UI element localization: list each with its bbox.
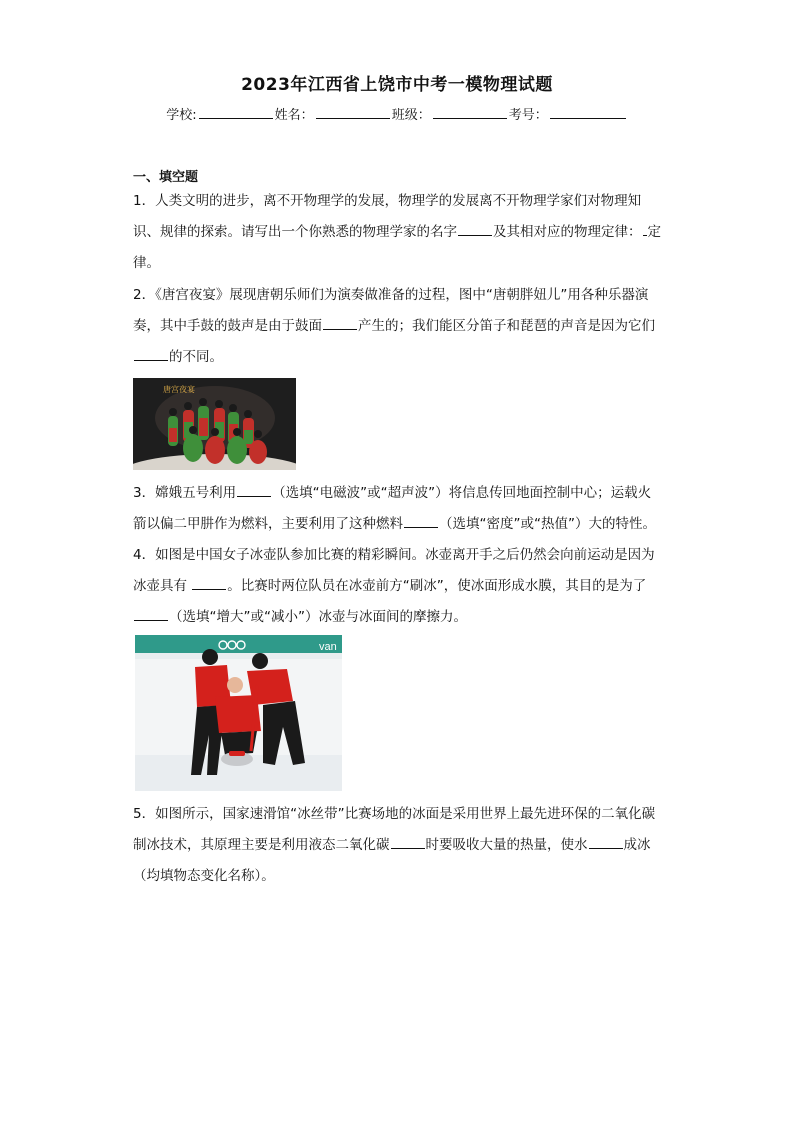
answer-blank[interactable] [134, 607, 168, 621]
exam-no-blank[interactable] [550, 105, 626, 119]
school-label: 学校: [166, 108, 197, 123]
page-title: 2023年江西省上饶市中考一模物理试题 [241, 75, 553, 95]
answer-blank[interactable] [391, 835, 425, 849]
question-2: 2．《唐宫夜宴》展现唐朝乐师们为演奏做准备的过程，图中“唐朝胖妞儿”用各种乐器演奏，其中手鼓的鼓声是由于鼓面 产生的；我们能区分笛子和琵琶的声音是因为它们的不同。 [133, 287, 655, 365]
tang-palace-banquet-image [133, 378, 296, 470]
answer-blank[interactable] [323, 316, 357, 330]
name-label: 姓名： [274, 108, 314, 123]
answer-blank[interactable] [458, 222, 492, 236]
curling-team-image [135, 635, 342, 791]
exam-no-label: 考号： [508, 108, 548, 123]
answer-blank[interactable] [589, 835, 623, 849]
class-label: 班级： [391, 108, 431, 123]
student-info-line [0, 104, 794, 123]
answer-blank[interactable] [237, 483, 271, 497]
school-blank[interactable] [199, 105, 273, 119]
class-blank[interactable] [433, 105, 507, 119]
tang-banner-text: 唐宫夜宴 [163, 385, 195, 394]
question-5: 5．如图所示，国家速滑馆“冰丝带”比赛场地的冰面是采用世界上最先进环保的二氧化碳制冰技术，其原理主要是利用液态二氧化碳 时要吸收大量的热量，使水 成冰（均填物态变化名称）。 [133, 806, 656, 884]
section-title: 一、填空题 [133, 170, 199, 185]
name-blank[interactable] [316, 105, 390, 119]
answer-blank[interactable] [404, 514, 438, 528]
answer-blank[interactable] [134, 347, 168, 361]
answer-blank[interactable] [643, 222, 647, 236]
question-1: 1．人类文明的进步，离不开物理学的发展，物理学的发展离不开物理学家们对物理知识、规律的探索。请写出一个你熟悉的物理学家的名字 及其相对应的物理定律： 定律。 [133, 193, 661, 271]
question-3: 3．嫦娥五号利用 （选填“电磁波”或“超声波”）将信息传回地面控制中心；运载火箭以偏二甲肼作为燃料，主要利用了这种燃料 （选填“密度”或“热值”）大的特性。 [133, 485, 656, 532]
question-4: 4．如图是中国女子冰壶队参加比赛的精彩瞬间。冰壶离开手之后仍然会向前运动是因为冰壶具有 。比赛时两位队员在冰壶前方“刷冰”，使冰面形成水膜，其目的是为了 （选填“增大”或“减小”）冰壶与冰面间的摩擦力。 [133, 547, 655, 625]
answer-blank[interactable] [192, 576, 226, 590]
curling-banner-text: van [319, 641, 337, 653]
